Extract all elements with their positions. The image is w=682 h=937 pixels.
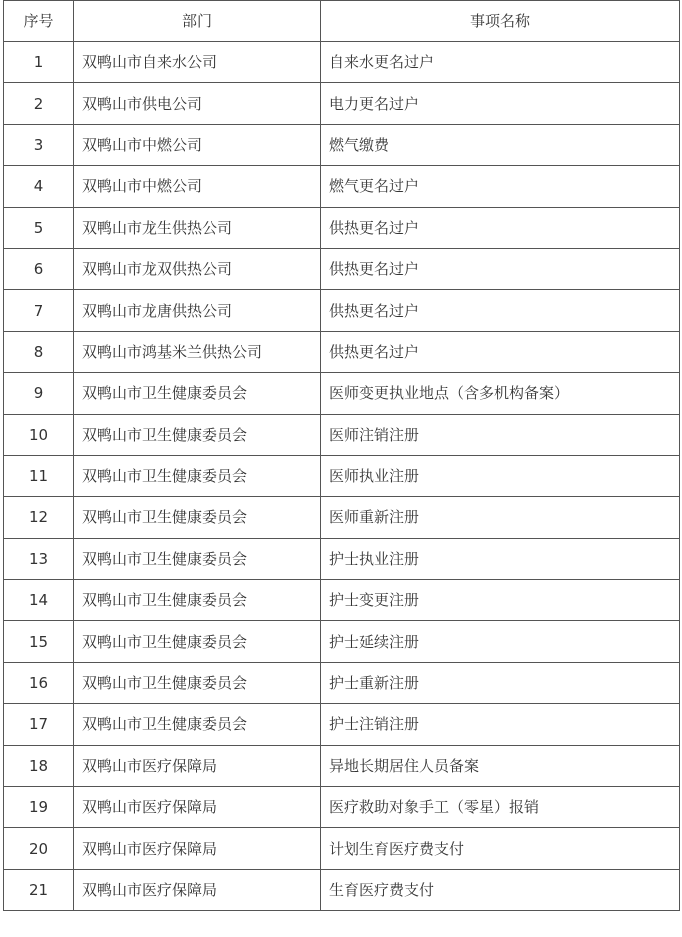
cell-department: 双鸭山市供电公司	[74, 83, 321, 124]
cell-serial: 4	[4, 166, 74, 207]
cell-serial: 2	[4, 83, 74, 124]
cell-serial: 7	[4, 290, 74, 331]
cell-department: 双鸭山市医疗保障局	[74, 828, 321, 869]
cell-serial: 18	[4, 745, 74, 786]
cell-department: 双鸭山市医疗保障局	[74, 745, 321, 786]
cell-matter-name: 供热更名过户	[321, 207, 680, 248]
cell-department: 双鸭山市医疗保障局	[74, 787, 321, 828]
table-row	[4, 414, 680, 455]
cell-serial: 14	[4, 580, 74, 621]
cell-matter-name: 电力更名过户	[321, 83, 680, 124]
cell-department: 双鸭山市龙唐供热公司	[74, 290, 321, 331]
cell-department: 双鸭山市卫生健康委员会	[74, 455, 321, 496]
table-row	[4, 207, 680, 248]
table-row	[4, 828, 680, 869]
cell-matter-name: 护士重新注册	[321, 662, 680, 703]
cell-matter-name: 护士变更注册	[321, 580, 680, 621]
cell-matter-name: 护士注销注册	[321, 704, 680, 745]
cell-department: 双鸭山市卫生健康委员会	[74, 373, 321, 414]
cell-matter-name: 自来水更名过户	[321, 42, 680, 83]
table-row	[4, 124, 680, 165]
cell-department: 双鸭山市自来水公司	[74, 42, 321, 83]
cell-department: 双鸭山市鸿基米兰供热公司	[74, 331, 321, 372]
table-row	[4, 704, 680, 745]
cell-serial: 8	[4, 331, 74, 372]
cell-department: 双鸭山市卫生健康委员会	[74, 538, 321, 579]
cell-department: 双鸭山市卫生健康委员会	[74, 704, 321, 745]
table-row	[4, 580, 680, 621]
cell-serial: 6	[4, 248, 74, 289]
cell-matter-name: 医师重新注册	[321, 497, 680, 538]
table-row	[4, 621, 680, 662]
cell-serial: 17	[4, 704, 74, 745]
cell-department: 双鸭山市中燃公司	[74, 124, 321, 165]
matters-table-container	[3, 0, 679, 911]
cell-serial: 12	[4, 497, 74, 538]
table-row	[4, 166, 680, 207]
cell-serial: 20	[4, 828, 74, 869]
table-row	[4, 745, 680, 786]
cell-matter-name: 医师变更执业地点（含多机构备案）	[321, 373, 680, 414]
cell-serial: 3	[4, 124, 74, 165]
cell-matter-name: 燃气缴费	[321, 124, 680, 165]
cell-serial: 5	[4, 207, 74, 248]
cell-serial: 9	[4, 373, 74, 414]
cell-matter-name: 计划生育医疗费支付	[321, 828, 680, 869]
cell-department: 双鸭山市卫生健康委员会	[74, 662, 321, 703]
cell-department: 双鸭山市卫生健康委员会	[74, 621, 321, 662]
cell-matter-name: 护士延续注册	[321, 621, 680, 662]
cell-serial: 21	[4, 869, 74, 910]
table-row	[4, 83, 680, 124]
table-row	[4, 497, 680, 538]
table-row	[4, 787, 680, 828]
cell-matter-name: 供热更名过户	[321, 290, 680, 331]
cell-serial: 19	[4, 787, 74, 828]
cell-matter-name: 异地长期居住人员备案	[321, 745, 680, 786]
cell-department: 双鸭山市卫生健康委员会	[74, 580, 321, 621]
table-row	[4, 331, 680, 372]
cell-serial: 1	[4, 42, 74, 83]
header-department: 部门	[74, 1, 321, 42]
cell-matter-name: 医师注销注册	[321, 414, 680, 455]
table-row	[4, 538, 680, 579]
header-serial: 序号	[4, 1, 74, 42]
table-row	[4, 42, 680, 83]
table-body	[4, 42, 680, 911]
cell-serial: 16	[4, 662, 74, 703]
cell-matter-name: 供热更名过户	[321, 248, 680, 289]
table-row	[4, 290, 680, 331]
cell-serial: 15	[4, 621, 74, 662]
table-row	[4, 373, 680, 414]
cell-department: 双鸭山市医疗保障局	[74, 869, 321, 910]
cell-matter-name: 护士执业注册	[321, 538, 680, 579]
cell-matter-name: 生育医疗费支付	[321, 869, 680, 910]
cell-serial: 11	[4, 455, 74, 496]
cell-department: 双鸭山市卫生健康委员会	[74, 497, 321, 538]
cell-department: 双鸭山市龙生供热公司	[74, 207, 321, 248]
table-header-row	[4, 1, 680, 42]
matters-table	[3, 0, 680, 911]
cell-department: 双鸭山市卫生健康委员会	[74, 414, 321, 455]
cell-matter-name: 燃气更名过户	[321, 166, 680, 207]
cell-matter-name: 医疗救助对象手工（零星）报销	[321, 787, 680, 828]
cell-matter-name: 医师执业注册	[321, 455, 680, 496]
table-row	[4, 869, 680, 910]
cell-matter-name: 供热更名过户	[321, 331, 680, 372]
cell-serial: 13	[4, 538, 74, 579]
table-row	[4, 248, 680, 289]
table-row	[4, 455, 680, 496]
cell-department: 双鸭山市龙双供热公司	[74, 248, 321, 289]
header-matter-name: 事项名称	[321, 1, 680, 42]
cell-department: 双鸭山市中燃公司	[74, 166, 321, 207]
cell-serial: 10	[4, 414, 74, 455]
table-row	[4, 662, 680, 703]
